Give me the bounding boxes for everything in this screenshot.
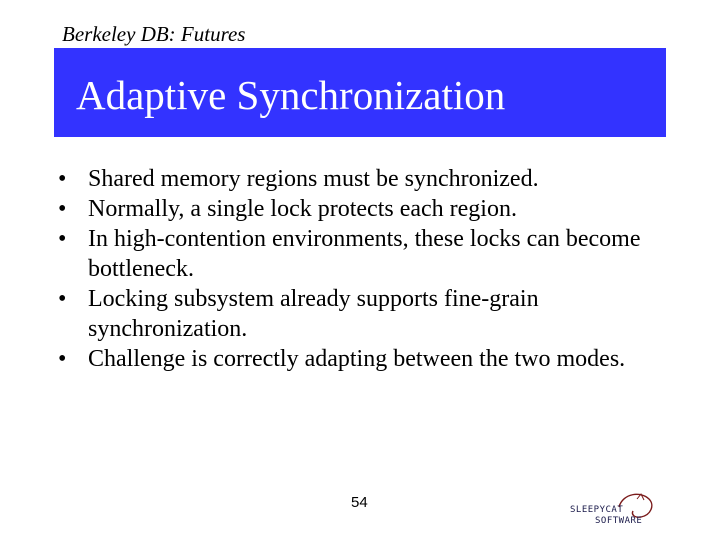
bullet-text: In high-contention environments, these locks can become bottleneck. (88, 226, 641, 282)
slide-title: Adaptive Synchronization (76, 72, 506, 118)
bullet-item (58, 284, 658, 344)
bullet-marker: • (58, 286, 67, 312)
bullet-text: Challenge is correctly adapting between the two modes. (88, 346, 626, 372)
bullet-item (58, 164, 658, 194)
logo-wordmark-bottom: SOFTWARE (595, 516, 643, 526)
logo-swoosh (619, 494, 652, 517)
bullet-marker: • (58, 166, 67, 192)
bullet-marker: • (58, 346, 67, 372)
bullet-marker: • (58, 226, 67, 252)
bullet-text: Shared memory regions must be synchronized. (88, 166, 539, 192)
logo-wordmark-top: SLEEPYCAT (570, 505, 624, 515)
bullet-marker: • (58, 196, 67, 222)
header-label: Berkeley DB: Futures (62, 22, 246, 46)
sleepycat-logo-icon (567, 487, 667, 529)
bullet-text: Locking subsystem already supports fine-grain synchronization. (88, 286, 539, 342)
bullet-list (58, 164, 658, 374)
bullet-item (58, 194, 658, 224)
bullet-item (58, 224, 658, 284)
page-number: 54 (351, 494, 368, 511)
bullet-item (58, 344, 658, 374)
bullet-text: Normally, a single lock protects each region. (88, 196, 517, 222)
